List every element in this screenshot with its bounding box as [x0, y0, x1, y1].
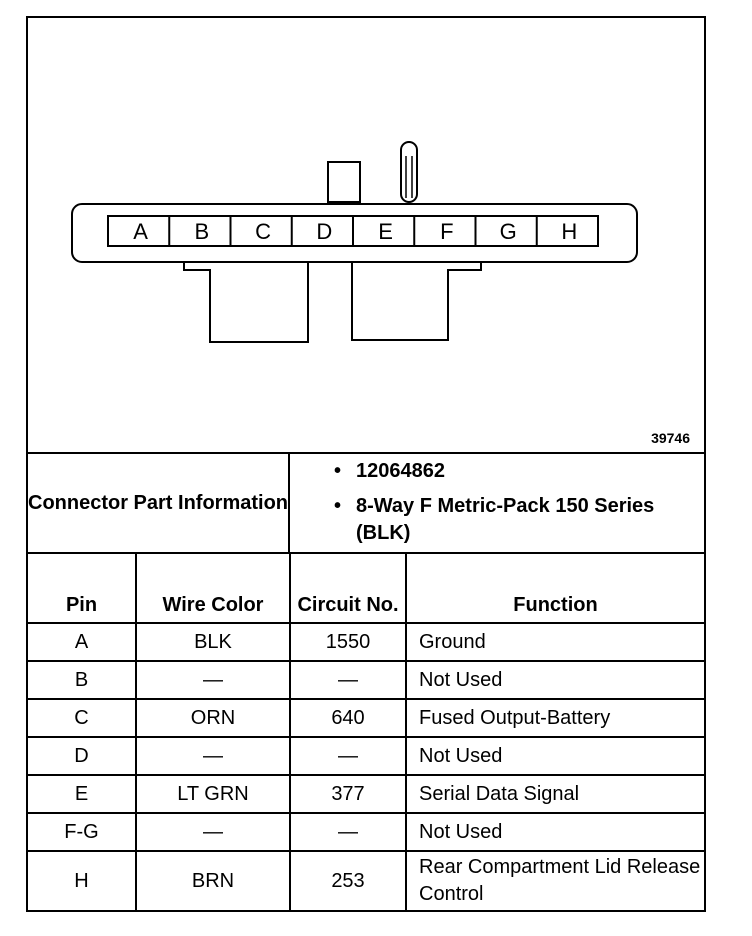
pin-label-g: G — [499, 219, 517, 244]
wire-cell: BLK — [136, 623, 290, 661]
pin-label-c: C — [255, 219, 272, 244]
wire-cell: — — [136, 661, 290, 699]
header-wire-color: Wire Color — [136, 553, 290, 623]
pin-table — [28, 552, 704, 910]
function-cell: Ground — [406, 623, 704, 661]
circuit-cell: — — [290, 661, 406, 699]
part-number: • 12064862 — [290, 458, 704, 485]
header-pin: Pin — [28, 553, 136, 623]
pin-cell: B — [28, 661, 136, 699]
pin-cell: H — [28, 851, 136, 910]
header-function: Function — [406, 553, 704, 623]
connector-drawing — [28, 18, 704, 452]
circuit-cell: 377 — [290, 775, 406, 813]
pin-label-h: H — [561, 219, 578, 244]
document-frame — [26, 16, 706, 912]
table-row — [28, 813, 704, 851]
table-row — [28, 623, 704, 661]
connector-diagram — [28, 18, 704, 452]
function-cell: Serial Data Signal — [406, 775, 704, 813]
wire-cell: BRN — [136, 851, 290, 910]
pin-label-a: A — [133, 219, 148, 244]
circuit-cell: — — [290, 813, 406, 851]
circuit-cell: — — [290, 737, 406, 775]
wire-cell: LT GRN — [136, 775, 290, 813]
figure-number: 39746 — [651, 430, 690, 446]
function-cell: Not Used — [406, 661, 704, 699]
function-cell: Not Used — [406, 813, 704, 851]
table-row — [28, 851, 704, 910]
circuit-cell: 253 — [290, 851, 406, 910]
connector-info — [28, 452, 704, 552]
pin-label-b: B — [194, 219, 210, 244]
pin-label-d: D — [316, 219, 333, 244]
table-row — [28, 775, 704, 813]
pin-cell: F-G — [28, 813, 136, 851]
connector-info-label: Connector Part Information — [28, 454, 290, 552]
wire-cell: ORN — [136, 699, 290, 737]
function-cell: Rear Compartment Lid Release Control — [406, 851, 704, 910]
table-row — [28, 699, 704, 737]
wire-cell: — — [136, 813, 290, 851]
wire-cell: — — [136, 737, 290, 775]
pin-cell: A — [28, 623, 136, 661]
circuit-cell: 1550 — [290, 623, 406, 661]
circuit-cell: 640 — [290, 699, 406, 737]
function-cell: Fused Output-Battery — [406, 699, 704, 737]
pin-cell: D — [28, 737, 136, 775]
function-cell: Not Used — [406, 737, 704, 775]
table-row — [28, 661, 704, 699]
pin-cell: E — [28, 775, 136, 813]
connector-description: • 8-Way F Metric-Pack 150 Series (BLK) — [290, 493, 704, 547]
table-header-row — [28, 553, 704, 623]
header-circuit-no: Circuit No. — [290, 553, 406, 623]
connector-info-items — [290, 454, 704, 552]
pin-cell: C — [28, 699, 136, 737]
pin-label-f: F — [440, 219, 454, 244]
pin-label-e: E — [378, 219, 393, 244]
table-row — [28, 737, 704, 775]
